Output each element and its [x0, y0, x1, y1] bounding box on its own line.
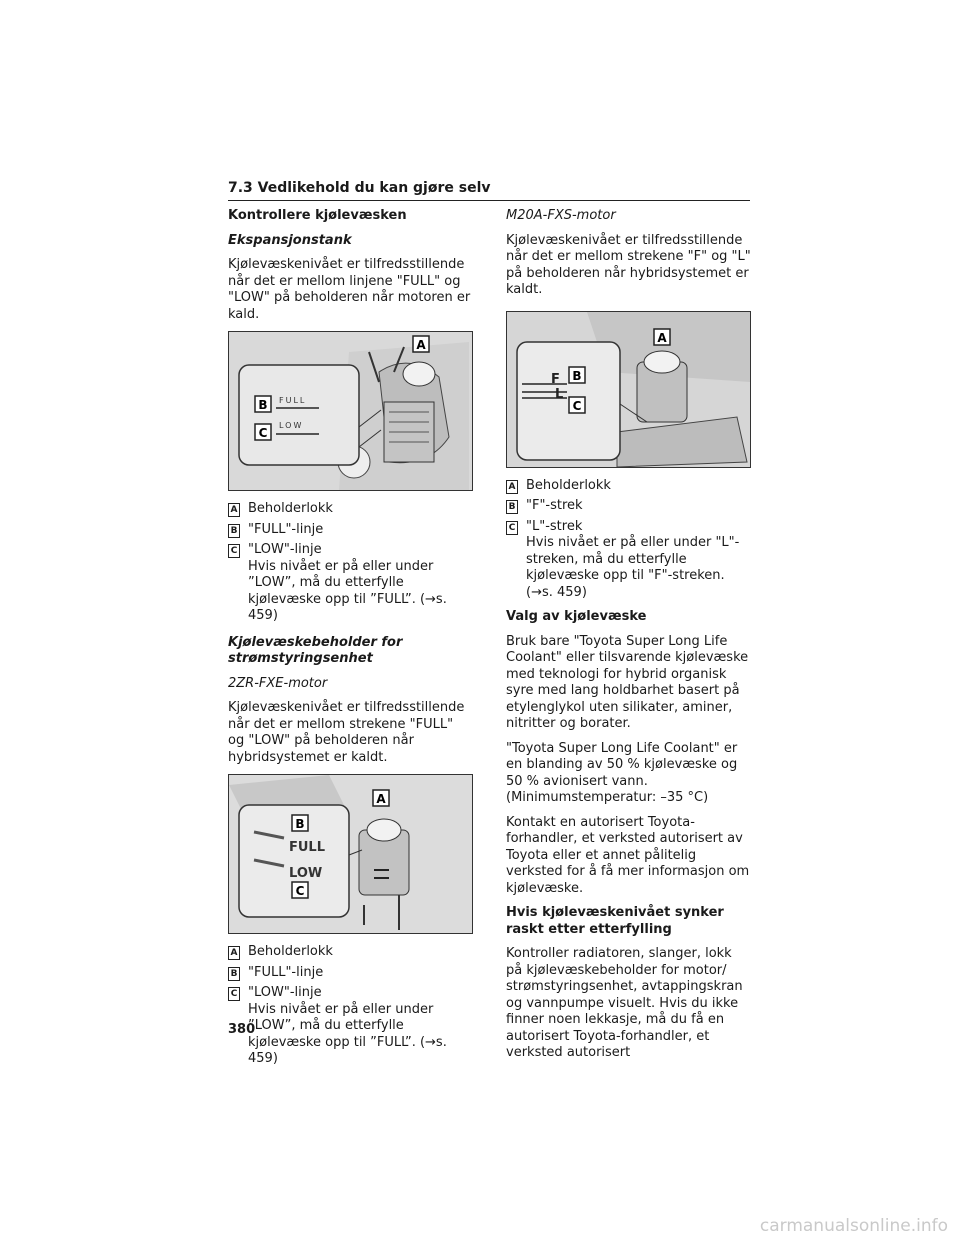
l-mark: L: [555, 386, 564, 402]
paragraph: Kontroller radiatoren, slanger, lokk på kjølevæskebeholder for motor/ strømstyringsenhet, avtappingskran og vannpumpe visuelt. Hvis du ikke finner noen lekkasje, må du få en autorisert Toyota-forhandler, et verksted autorisert: [506, 946, 743, 1060]
figure-expansion-tank: [228, 331, 473, 491]
caption-text: "LOW"-linje: [248, 985, 322, 1000]
engine-illustration-2: [229, 775, 472, 933]
caption-list-2: [228, 944, 473, 1068]
heading-check-coolant: Kontrollere kjølevæsken: [228, 208, 407, 223]
caption-list-3: [506, 478, 752, 602]
full-mark: FULL: [279, 396, 307, 405]
caption-text: "FULL"-linje: [248, 964, 324, 980]
subheading-expansion-tank: Ekspansjonstank: [228, 232, 352, 248]
caption-text: "FULL"-linje: [248, 521, 324, 537]
caption-item: [228, 944, 473, 961]
caption-text: "F"-strek: [526, 498, 583, 513]
caption-item: [506, 519, 752, 602]
heading-level-drops: Hvis kjølevæskenivået synker raskt etter etterfylling: [506, 905, 724, 937]
caption-item: [228, 985, 473, 1068]
callout-c: C: [295, 884, 305, 898]
caption-label: C: [506, 521, 518, 535]
caption-text: Beholderlokk: [526, 477, 611, 493]
callout-b: B: [572, 368, 582, 383]
caption-label: B: [228, 967, 240, 981]
caption-label: B: [506, 500, 518, 514]
caption-item: [228, 501, 473, 518]
paragraph: Kjølevæskenivået er tilfredsstillende når det er mellom strekene "FULL" og "LOW" på beholderen når hybridsystemet er kaldt.: [228, 700, 465, 765]
caption-item: [228, 542, 473, 625]
caption-label: C: [228, 987, 240, 1001]
full-mark: FULL: [289, 840, 326, 855]
callout-a: A: [657, 330, 667, 345]
caption-text: "L"-strek: [526, 518, 583, 534]
callout-b: B: [258, 398, 268, 412]
engine-label-m20a: M20A-FXS-motor: [506, 208, 616, 223]
right-column: [506, 208, 752, 1070]
heading-coolant-selection: Valg av kjølevæske: [506, 609, 647, 624]
caption-list-1: [228, 501, 473, 625]
left-column: [228, 208, 473, 1072]
low-mark: LOW: [279, 421, 304, 430]
callout-a: A: [416, 338, 426, 352]
caption-text: Beholderlokk: [248, 944, 333, 959]
engine-illustration-3: [507, 312, 750, 467]
caption-label: A: [228, 503, 240, 517]
watermark: carmanualsonline.info: [759, 1216, 948, 1236]
paragraph: "Toyota Super Long Life Coolant" er en blanding av 50 % kjølevæske og 50 % avionisert vann. (Minimumstemperatur: –35 °C): [506, 740, 738, 805]
section-header: 7.3 Vedlikehold du kan gjøre selv: [228, 180, 750, 201]
engine-label-2zr: 2ZR-FXE-motor: [228, 675, 328, 691]
caption-label: A: [506, 480, 518, 494]
callout-c: C: [258, 426, 268, 440]
figure-pcu-m20a: [506, 311, 751, 468]
caption-note: Hvis nivået er på eller under ”LOW”, må du etterfylle kjølevæske opp til ”FULL”. (→s. 459): [248, 558, 447, 623]
f-mark: F: [551, 371, 560, 387]
paragraph: Kjølevæskenivået er tilfredsstillende når det er mellom linjene "FULL" og "LOW" på beholderen når motoren er kald.: [228, 257, 471, 322]
caption-text: "LOW"-linje: [248, 542, 322, 557]
caption-label: B: [228, 524, 240, 538]
caption-note: Hvis nivået er på eller under "L"-streken, må du etterfylle kjølevæske opp til "F"-streken. (→s. 459): [526, 535, 740, 600]
page-number: 380: [228, 1022, 256, 1037]
subheading-pcu-reservoir: Kjølevæskebeholder for strømstyringsenhet: [228, 634, 403, 666]
caption-item: [506, 478, 752, 495]
callout-b: B: [295, 817, 305, 831]
caption-label: A: [228, 946, 240, 960]
paragraph: Kjølevæskenivået er tilfredsstillende når det er mellom strekene "F" og "L" på beholderen når hybridsystemet er kaldt.: [506, 232, 751, 297]
caption-item: [228, 522, 473, 539]
engine-illustration-1: [229, 332, 472, 490]
figure-pcu-2zr: [228, 774, 473, 934]
caption-text: Beholderlokk: [248, 501, 333, 516]
callout-c: C: [572, 398, 582, 413]
caption-label: C: [228, 544, 240, 558]
caption-item: [506, 498, 752, 515]
caption-item: [228, 965, 473, 982]
paragraph: Kontakt en autorisert Toyota-forhandler, et verksted autorisert av Toyota eller et annet pålitelig verksted for å få mer informasjon om kjølevæske.: [506, 814, 750, 896]
paragraph: Bruk bare "Toyota Super Long Life Coolant" eller tilsvarende kjølevæske med teknologi for hybrid organisk syre med lang holdbarhet basert på etylenglykol uten silikater, aminer, nitritter og borater.: [506, 633, 749, 731]
caption-note: Hvis nivået er på eller under ”LOW”, må du etterfylle kjølevæske opp til ”FULL”. (→s. 459): [248, 1001, 447, 1066]
callout-a: A: [376, 792, 386, 806]
low-mark: LOW: [289, 866, 323, 881]
